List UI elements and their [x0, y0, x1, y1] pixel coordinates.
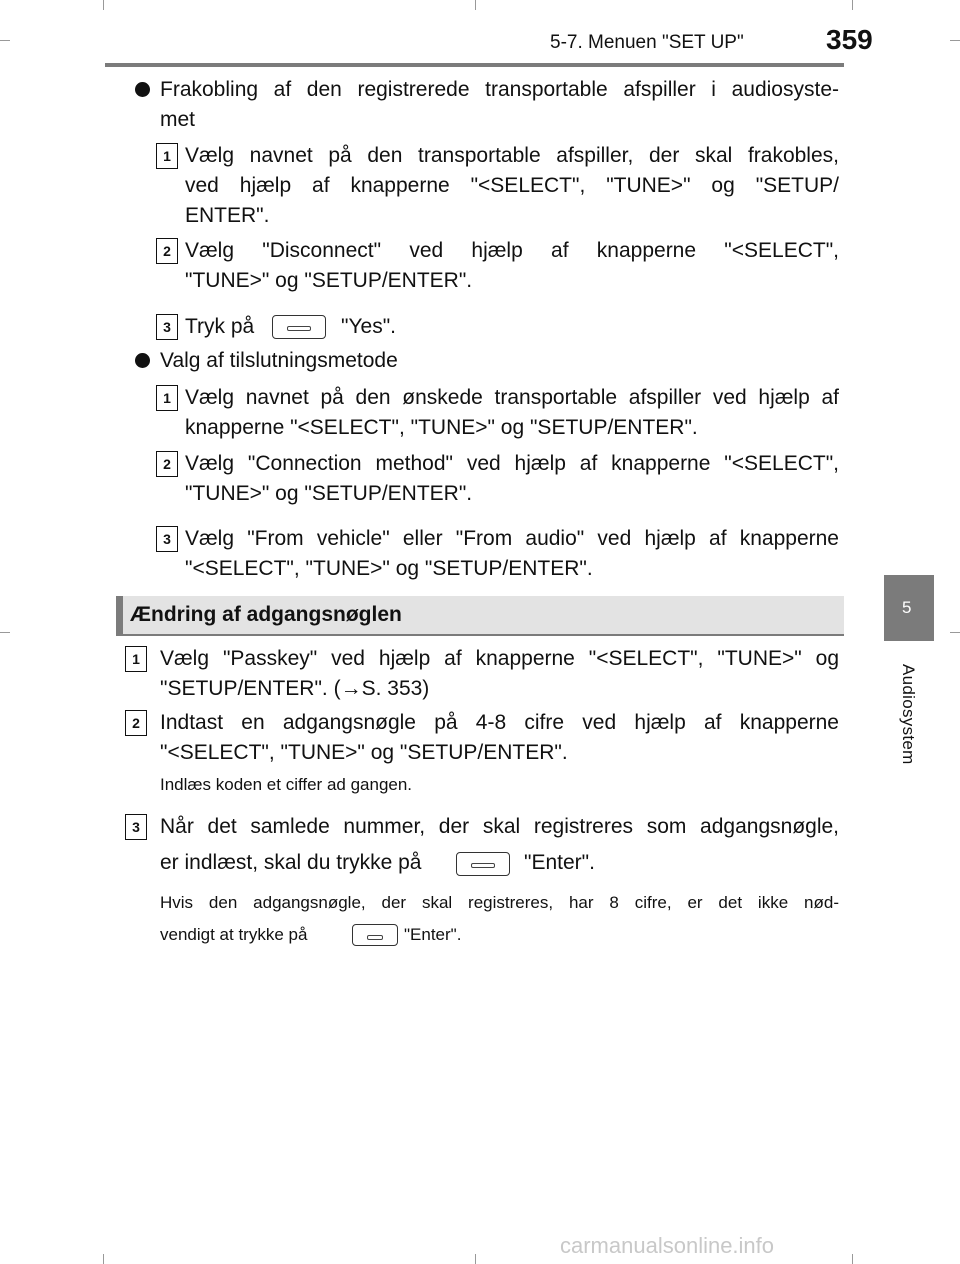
step-text: Vælg "From vehicle" eller "From audio" ved hjælp af knapperne [185, 527, 839, 550]
step-text: "TUNE>" og "SETUP/ENTER". [185, 269, 473, 292]
setup-enter-button-icon [456, 852, 510, 876]
bullet-heading: Valg af tilslutningsmetode [160, 349, 398, 372]
section-heading-rule [116, 634, 844, 636]
step-note: Hvis den adgangsnøgle, der skal registreres, har 8 cifre, er det ikke nød- [160, 893, 839, 912]
step-text: "SETUP/ENTER". (→S. 353) [160, 677, 430, 700]
chapter-number: 5 [902, 598, 912, 617]
step-text: Vælg navnet på den transportable afspiller, der skal frakobles, [185, 144, 839, 167]
step-text: "<SELECT", "TUNE>" og "SETUP/ENTER". [160, 741, 568, 764]
chapter-label: Audiosystem [899, 664, 918, 765]
step-number: 1 [156, 385, 178, 411]
step-number: 3 [125, 814, 147, 840]
crop-mark [852, 1254, 853, 1264]
bullet-icon [135, 353, 150, 368]
crop-mark [950, 40, 960, 41]
step-number: 1 [125, 646, 147, 672]
step-text: Vælg navnet på den ønskede transportable afspiller ved hjælp af [185, 386, 839, 409]
step-number: 3 [156, 314, 178, 340]
step-note: "Enter". [404, 925, 462, 944]
step-text: Vælg "Disconnect" ved hjælp af knapperne "<SELECT", [185, 239, 839, 262]
crop-mark [0, 40, 10, 41]
step-text: Vælg "Connection method" ved hjælp af knapperne "<SELECT", [185, 452, 839, 475]
setup-enter-button-icon [352, 924, 398, 946]
crop-mark [950, 632, 960, 633]
step-text: Indtast en adgangsnøgle på 4-8 cifre ved hjælp af knapperne [160, 711, 839, 734]
bullet-heading-cont: met [160, 108, 196, 131]
page-number: 359 [826, 24, 873, 55]
step-text: knapperne "<SELECT", "TUNE>" og "SETUP/ENTER". [185, 416, 698, 439]
step-number: 1 [156, 143, 178, 169]
step-note: Indlæs koden et ciffer ad gangen. [160, 775, 413, 794]
step-text: ved hjælp af knapperne "<SELECT", "TUNE>" og "SETUP/ [185, 174, 839, 197]
section-heading: Ændring af adgangsnøglen [130, 603, 402, 626]
step-number: 2 [125, 710, 147, 736]
setup-enter-button-icon [272, 315, 326, 339]
step-number: 2 [156, 451, 178, 477]
section-heading-marker [116, 596, 123, 634]
step-text: "Enter". [524, 851, 595, 874]
step-text: "<SELECT", "TUNE>" og "SETUP/ENTER". [185, 557, 593, 580]
step-text: ENTER". [185, 204, 270, 227]
crop-mark [475, 1254, 476, 1264]
step-text: er indlæst, skal du trykke på [160, 851, 422, 874]
step-text: "Yes". [341, 315, 397, 338]
bullet-icon [135, 82, 150, 97]
step-text: Vælg "Passkey" ved hjælp af knapperne "<SELECT", "TUNE>" og [160, 647, 839, 670]
watermark: carmanualsonline.info [560, 1233, 775, 1258]
step-text: "TUNE>" og "SETUP/ENTER". [185, 482, 473, 505]
section-header: 5-7. Menuen "SET UP" [550, 32, 744, 53]
step-number: 3 [156, 526, 178, 552]
crop-mark [103, 1254, 104, 1264]
step-number: 2 [156, 238, 178, 264]
step-text: Når det samlede nummer, der skal registreres som adgangsnøgle, [160, 815, 839, 838]
crop-mark [0, 632, 10, 633]
crop-mark [475, 0, 476, 10]
crop-mark [852, 0, 853, 10]
bullet-heading: Frakobling af den registrerede transportable afspiller i audiosyste- [160, 78, 839, 101]
header-rule [105, 63, 844, 67]
crop-mark [103, 0, 104, 10]
step-note: vendigt at trykke på [160, 925, 308, 944]
step-text: Tryk på [185, 315, 255, 338]
